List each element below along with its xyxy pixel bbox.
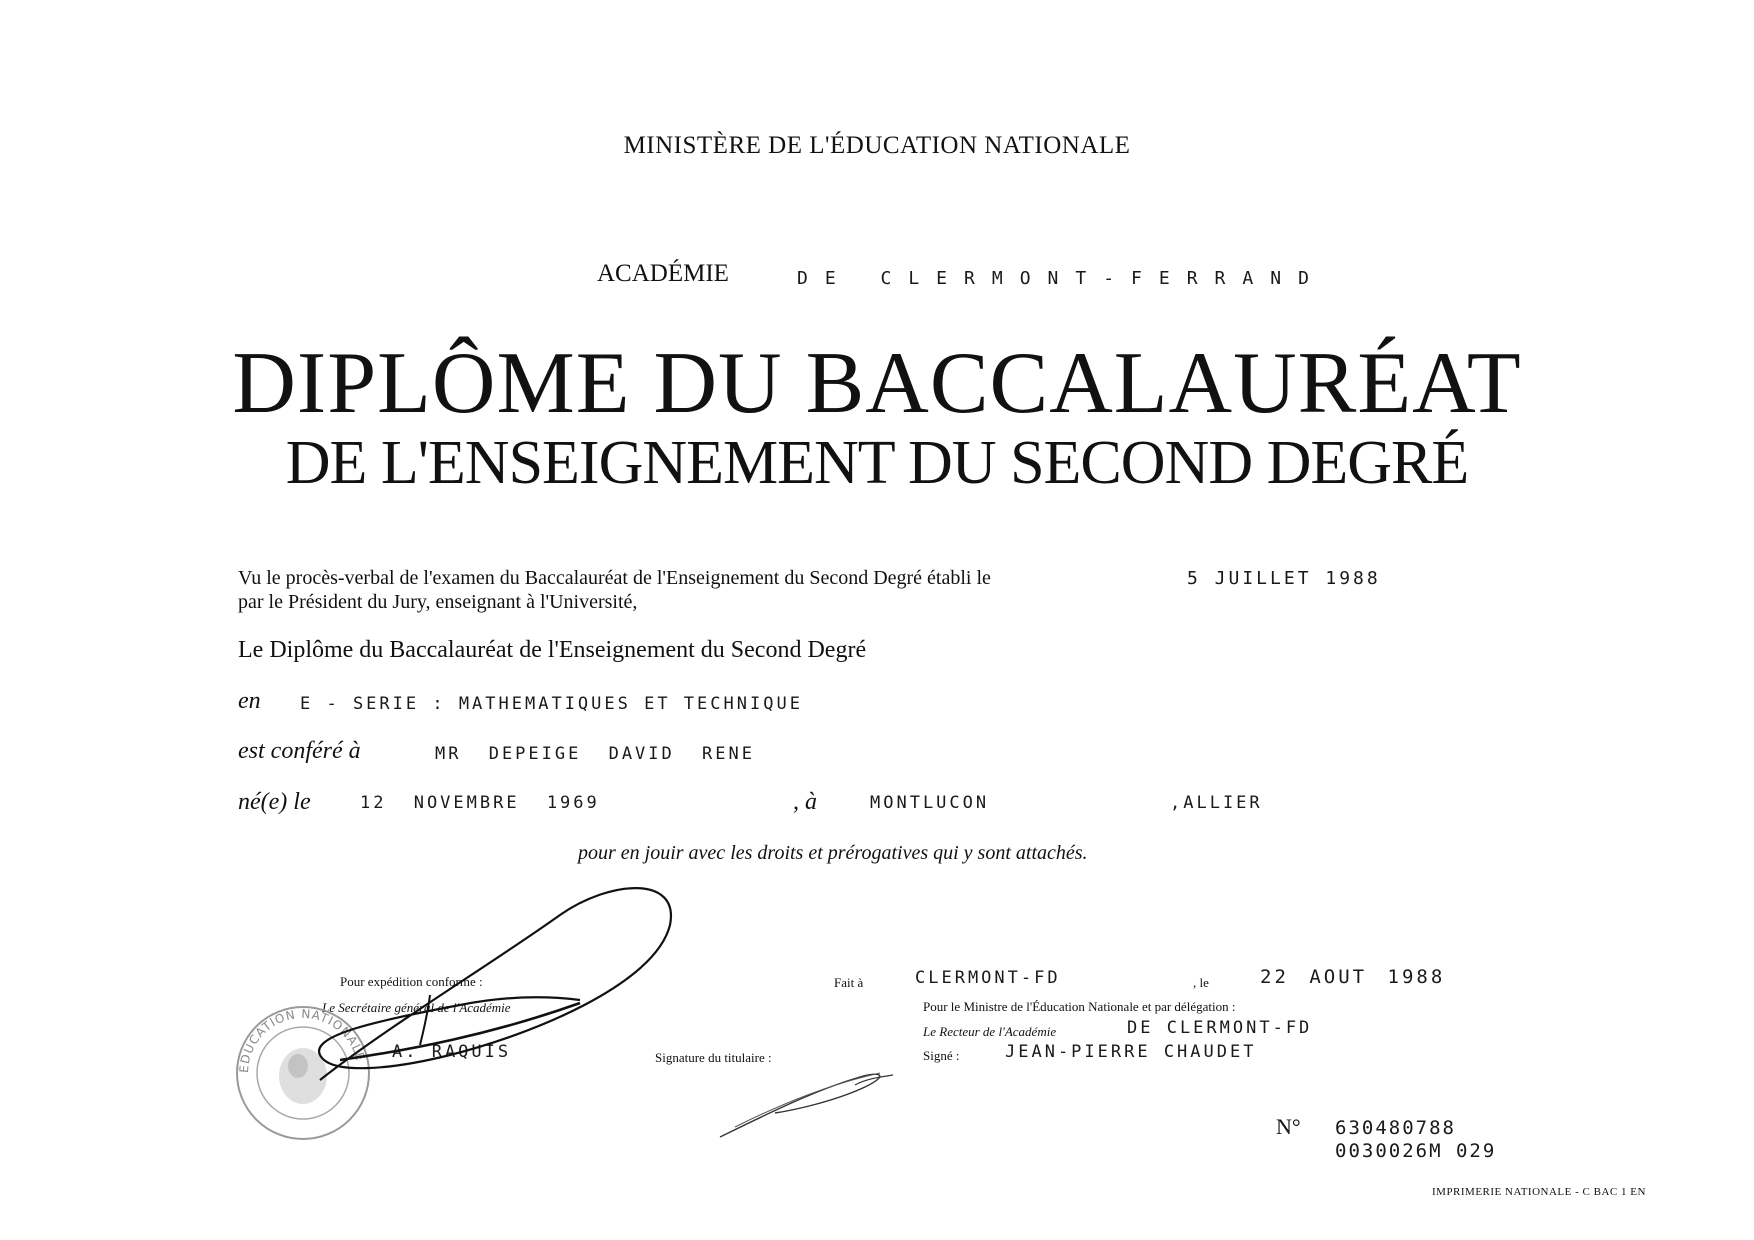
birth-dept: ,ALLIER xyxy=(1170,793,1263,813)
signature-titulaire-label: Signature du titulaire : xyxy=(655,1050,772,1065)
diploma-title-line2: DE L'ENSEIGNEMENT DU SECOND DEGRÉ xyxy=(285,429,1469,497)
stamp-text: ÉDUCATION NATIONALE xyxy=(236,1006,368,1074)
printer-mark: IMPRIMERIE NATIONALE - C BAC 1 EN xyxy=(1432,1186,1646,1198)
ministry-heading: MINISTÈRE DE L'ÉDUCATION NATIONALE xyxy=(623,132,1131,159)
diploma-title-line1: DIPLÔME DU BACCALAURÉAT xyxy=(232,335,1522,432)
expedition-label: Pour expédition conforme : xyxy=(340,974,483,989)
a-label: , à xyxy=(793,789,817,815)
holder-name: MR DEPEIGE DAVID RENE xyxy=(435,744,755,764)
secretary-signature xyxy=(300,875,690,1090)
rights-text: pour en jouir avec les droits et prérogatives qui y sont attachés. xyxy=(578,842,1088,864)
serie-value: E - SERIE : MATHEMATIQUES ET TECHNIQUE xyxy=(300,694,803,714)
recteur-label: Le Recteur de l'Académie xyxy=(923,1024,1057,1039)
diploma-number: 630480788 xyxy=(1335,1117,1456,1139)
birth-place: MONTLUCON xyxy=(870,793,990,813)
recteur-name: JEAN-PIERRE CHAUDET xyxy=(1005,1042,1257,1062)
birth-date: 12 NOVEMBRE 1969 xyxy=(360,793,600,813)
pv-text: Vu le procès-verbal de l'examen du Baccalauréat de l'Enseignement du Second Degré établi le xyxy=(238,567,991,589)
fait-label: Fait à xyxy=(834,975,864,990)
secretaire-label: Le Secrétaire général de l'Académie xyxy=(322,1000,511,1015)
academie-label: ACADÉMIE xyxy=(597,260,729,287)
number-label: N° xyxy=(1276,1114,1301,1139)
diploma-text: Le Diplôme du Baccalauréat de l'Enseignement du Second Degré xyxy=(238,637,867,663)
pv-date: 5 JUILLET 1988 xyxy=(1187,568,1381,589)
delegation-text: Pour le Ministre de l'Éducation Nationale et par délégation : xyxy=(923,999,1236,1014)
president-text: par le Président du Jury, enseignant à l'Université, xyxy=(238,591,638,613)
nee-label: né(e) le xyxy=(238,789,311,815)
diploma-code: 0030026M 029 xyxy=(1335,1140,1497,1162)
recteur-academie: DE CLERMONT-FD xyxy=(1127,1018,1313,1038)
le-label: , le xyxy=(1193,975,1209,990)
confere-label: est conféré à xyxy=(238,738,361,764)
holder-signature xyxy=(715,1065,895,1145)
fait-place: CLERMONT-FD xyxy=(915,968,1061,988)
fait-date: 22 AOUT 1988 xyxy=(1260,966,1446,988)
secretaire-name: A. RAQUIS xyxy=(392,1042,512,1062)
academie-value: DE CLERMONT-FERRAND xyxy=(797,268,1326,289)
en-label: en xyxy=(238,688,261,714)
signe-label: Signé : xyxy=(923,1048,960,1063)
